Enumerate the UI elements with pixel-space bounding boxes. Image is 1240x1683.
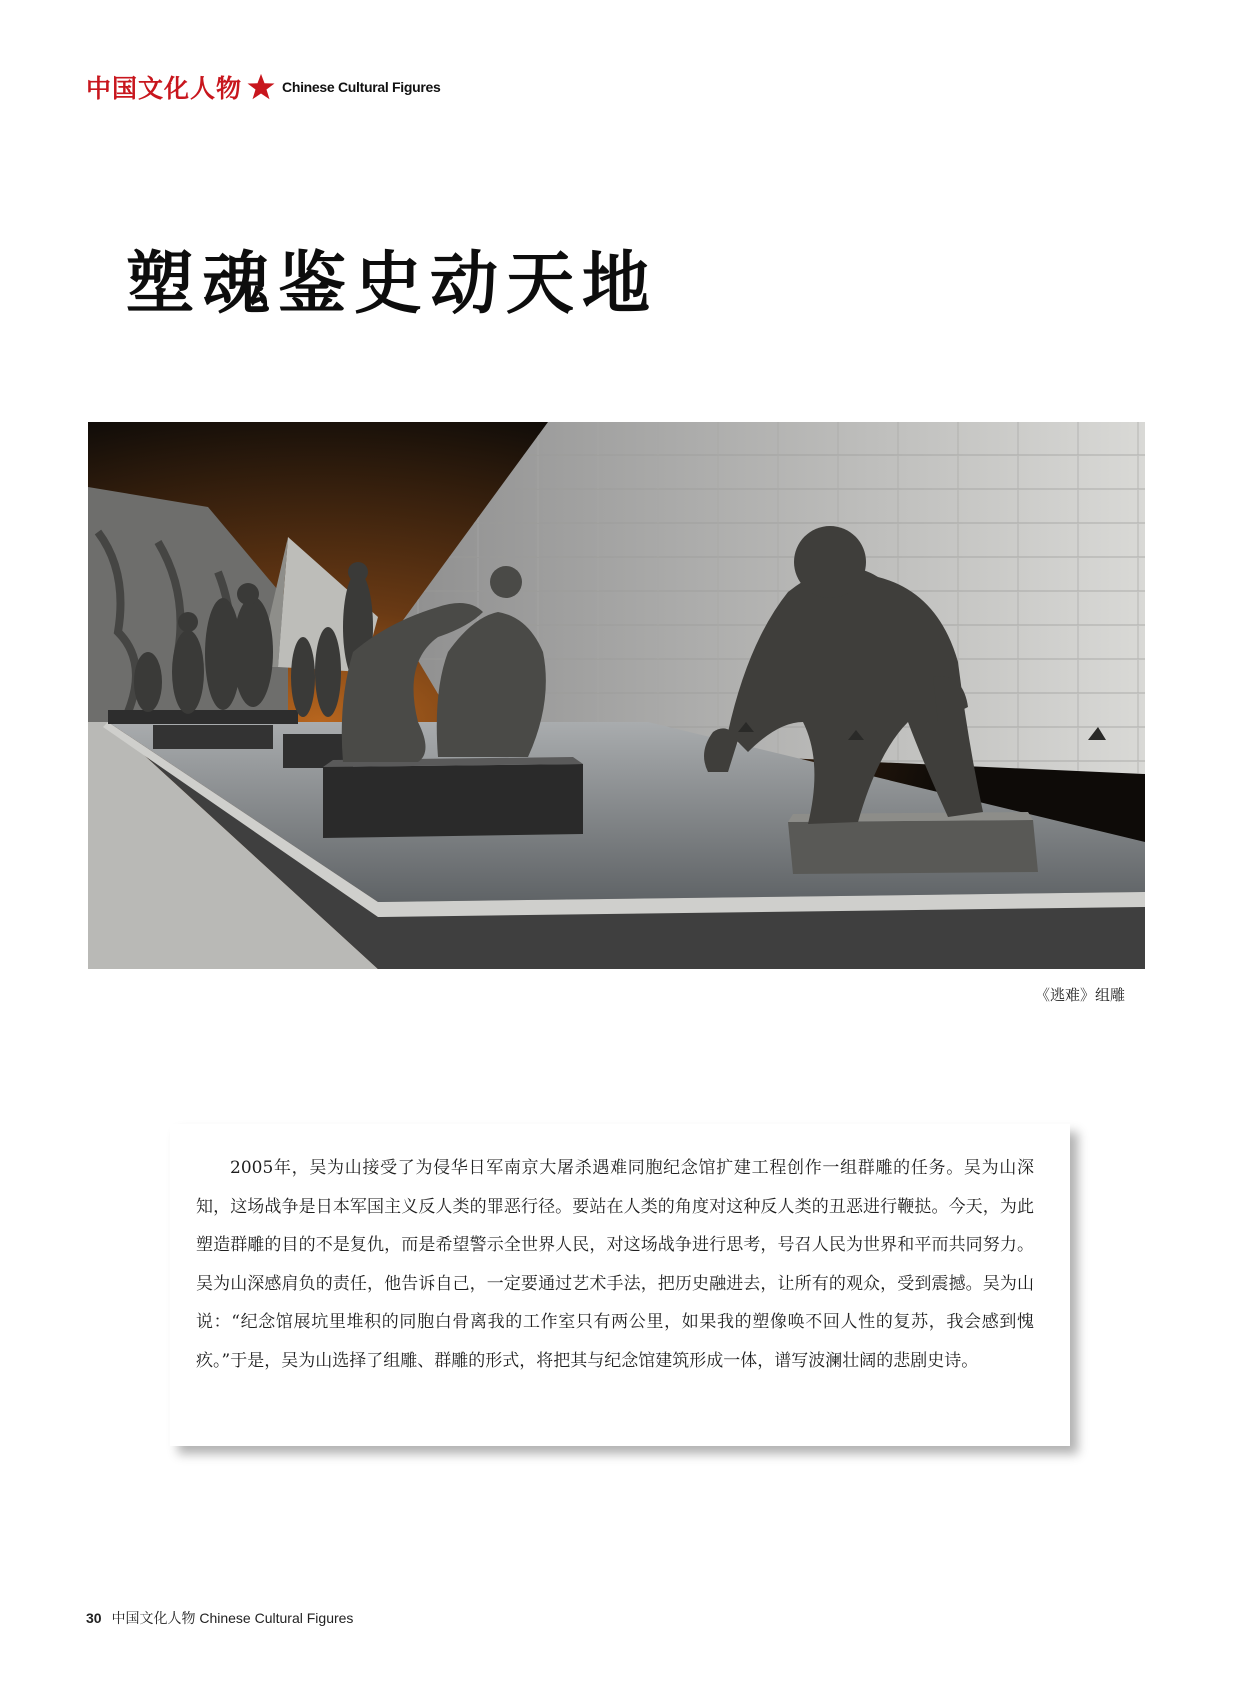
sculpture-photo bbox=[88, 422, 1145, 969]
red-star-icon bbox=[246, 72, 276, 102]
page-footer bbox=[86, 1608, 353, 1628]
magazine-cn-title: 中国文化人物 bbox=[86, 74, 243, 103]
article-title: 塑魂鉴史动天地 bbox=[126, 244, 659, 324]
page-number: 30 bbox=[86, 1610, 102, 1626]
footer-publication: 中国文化人物 Chinese Cultural Figures bbox=[111, 1610, 354, 1626]
photo-caption: 《逃难》组雕 bbox=[1034, 986, 1125, 1004]
magazine-en-title: Chinese Cultural Figures bbox=[282, 79, 441, 95]
magazine-header bbox=[86, 70, 441, 104]
article-body-text: 2005年，吴为山接受了为侵华日军南京大屠杀遇难同胞纪念馆扩建工程创作一组群雕的任务。吴为山深知，这场战争是日本军国主义反人类的罪恶行径。要站在人类的角度对这种反人类的丑恶进行鞭挞。今天，为此塑造群雕的目的不是复仇，而是希望警示全世界人民，对这场战争进行思考，号召人民为世界和平而共同努力。吴为山深感肩负的责任，他告诉自己，一定要通过艺术手法，把历史融进去，让所有的观众，受到震撼。吴为山说：“纪念馆展坑里堆积的同胞白骨离我的工作室只有两公里，如果我的塑像唤不回人性的复苏，我会感到愧疚。”于是，吴为山选择了组雕、群雕的形式，将把其与纪念馆建筑形成一体，谱写波澜壮阔的悲剧史诗。 bbox=[196, 1158, 1034, 1371]
article-body-box bbox=[170, 1124, 1070, 1446]
